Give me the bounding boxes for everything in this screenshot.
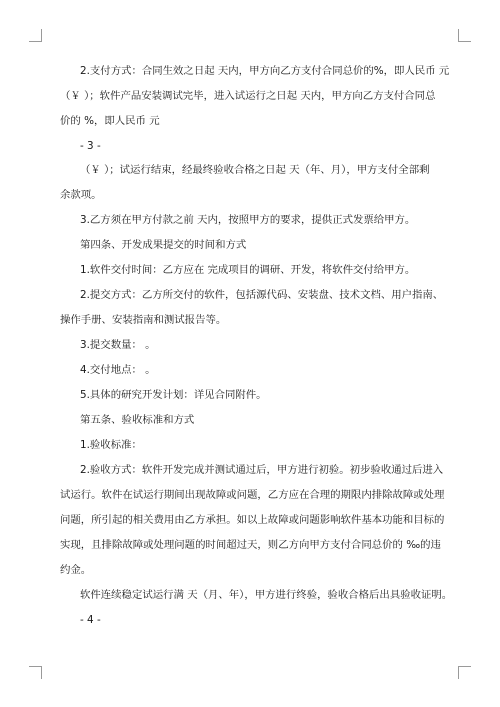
para-final-payment-line-2: 余款项。 [60,189,102,201]
crop-mark-bottom-left [29,666,42,679]
crop-mark-top-right [458,29,471,42]
para-final-acceptance: 软件连续稳定试运行满 天（月、年），甲方进行终验，验收合格后出具验收证明。 [80,589,453,601]
para-location: 4.交付地点： 。 [80,364,156,376]
crop-mark-top-left [29,29,42,42]
para-acceptance-line-4: 实现，且排除故障或处理问题的时间超过天，则乙方向甲方支付合同总价的 ‰的违 [60,539,441,551]
para-dev-plan: 5.具体的研究开发计划：详见合同附件。 [80,389,267,401]
para-final-payment-line-1: （￥ ）；试运行结束，经最终验收合格之日起 天（年、月），甲方支付全部剩 [80,164,430,176]
heading-article-5: 第五条、验收标准和方式 [80,414,195,426]
para-payment-line-1: 2.支付方式：合同生效之日起 天内，甲方向乙方支付合同总价的%，即人民币 元 [80,65,450,77]
page-content [60,64,455,628]
para-quantity: 3.提交数量： 。 [80,339,156,351]
para-acceptance-line-3: 问题，所引起的相关费用由乙方承担。如以上故障或问题影响软件基本功能和目标的 [60,514,445,526]
para-payment-line-2: （￥ ）；软件产品安装调试完毕，进入试运行之日起 天内，甲方向乙方支付合同总 [60,90,436,102]
para-delivery-time: 1.软件交付时间：乙方应在 完成项目的调研、开发，将软件交付给甲方。 [80,264,416,276]
para-acceptance-line-2: 试运行。软件在试运行期间出现故障或问题，乙方应在合理的期限内排除故障或处理 [60,489,445,501]
para-invoice: 3.乙方须在甲方付款之前 天内，按照甲方的要求，提供正式发票给甲方。 [80,214,416,226]
para-acceptance-line-5: 约金。 [60,564,92,576]
heading-article-4: 第四条、开发成果提交的时间和方式 [80,239,247,251]
para-submission-line-1: 2.提交方式：乙方所交付的软件，包括源代码、安装盘、技术文档、用户指南、 [80,289,444,301]
para-payment-line-3: 价的 %，即人民币 元 [60,115,160,127]
crop-mark-bottom-right [458,666,471,679]
para-submission-line-2: 操作手册、安装指南和测试报告等。 [60,314,227,326]
para-acceptance-line-1: 2.验收方式：软件开发完成并测试通过后，甲方进行初验。初步验收通过后进入 [80,464,444,476]
page-number-3: - 3 - [80,140,101,152]
para-acceptance-standard: 1.验收标准： [80,439,142,451]
page-number-4: - 4 - [80,614,101,626]
